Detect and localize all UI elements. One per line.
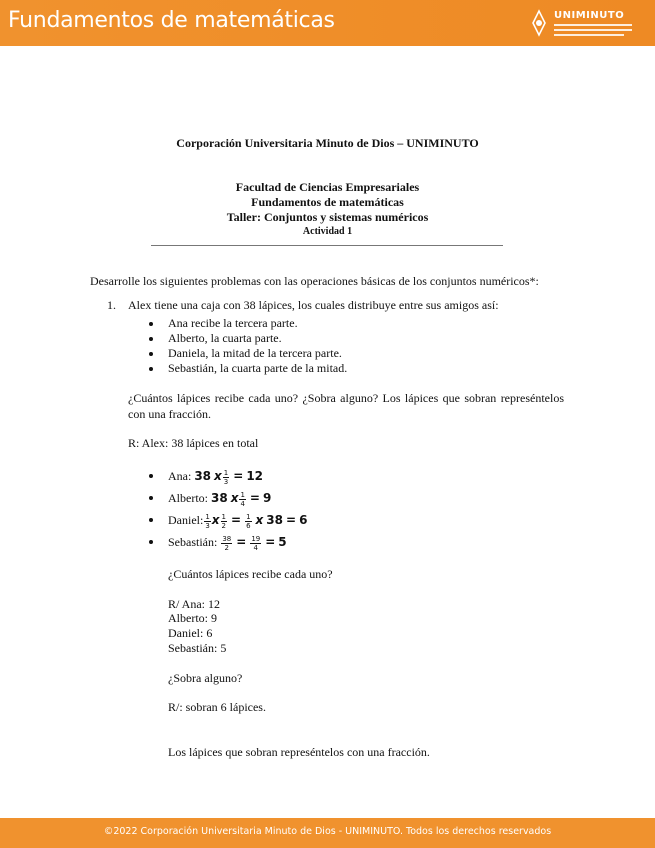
condition-item: Sebastián, la cuarta parte de la mitad.	[168, 361, 348, 375]
calc-equals: =	[233, 469, 244, 483]
bullet-icon	[149, 337, 153, 341]
calc-times: x	[230, 491, 239, 505]
problem-number: 1.	[107, 298, 116, 312]
intro-text: Desarrolle los siguientes problemas con las operaciones básicas de los conjuntos numéricos*:	[90, 274, 539, 288]
answer-line: Daniel: 6	[168, 626, 213, 640]
workshop-title: Taller: Conjuntos y sistemas numéricos	[226, 210, 429, 224]
calc-value: 38	[194, 469, 212, 483]
calc-times: x	[211, 513, 220, 527]
calc-label: Daniel:	[168, 513, 204, 527]
question-paragraph: ¿Cuántos lápices recibe cada uno? ¿Sobra alguno? Los lápices que sobran represéntelos con una fracción.	[128, 391, 564, 421]
bullet-icon	[149, 474, 153, 478]
fraction: $\frac{1}{6}$	[246, 512, 251, 530]
calc-ana	[168, 466, 263, 486]
calc-value: 38	[211, 491, 228, 505]
fraction: $\frac{19}{4}$	[251, 534, 261, 552]
calc-result: 5	[278, 535, 287, 549]
calc-equals: =	[249, 491, 260, 505]
institution-title: Corporación Universitaria Minuto de Dios – UNIMINUTO	[176, 136, 479, 150]
answer-line: R/ Ana: 12	[168, 597, 221, 611]
fraction: $\frac{1}{3}$	[205, 512, 210, 530]
question-fraction: Los lápices que sobran represéntelos con una fracción.	[168, 745, 430, 759]
calc-result: 6	[299, 513, 308, 527]
calc-label: Ana:	[168, 469, 195, 483]
calc-equals: =	[231, 513, 242, 527]
fraction: $\frac{1}{2}$	[221, 512, 227, 530]
bullet-icon	[149, 322, 153, 326]
calc-alberto	[168, 488, 271, 508]
calc-result: 9	[262, 491, 272, 505]
problem-text: Alex tiene una caja con 38 lápices, los cuales distribuye entre sus amigos así:	[128, 298, 499, 312]
question-leftover: ¿Sobra alguno?	[168, 671, 243, 685]
header-title: Fundamentos de matemáticas	[8, 8, 335, 33]
answer-line: Alberto: 9	[168, 611, 217, 625]
bullet-icon	[149, 367, 153, 371]
calc-label: Alberto:	[168, 491, 211, 505]
calc-times: x	[214, 469, 222, 483]
bullet-icon	[149, 496, 153, 500]
calc-daniel	[168, 510, 307, 530]
course-title: Fundamentos de matemáticas	[251, 195, 404, 209]
calc-label: Sebastián:	[168, 535, 221, 549]
uniminuto-emblem-icon	[530, 9, 548, 37]
bullet-icon	[149, 352, 153, 356]
page-footer	[0, 818, 655, 848]
question-each: ¿Cuántos lápices recibe cada uno?	[168, 567, 333, 581]
calc-value: 38	[266, 513, 283, 527]
logo-name: UNIMINUTO	[554, 10, 625, 21]
page-header	[0, 0, 655, 46]
fraction: $\frac{1}{4}$	[240, 490, 245, 508]
calc-equals: =	[265, 535, 276, 549]
calc-times: x	[255, 513, 264, 527]
logo-tagline	[554, 24, 632, 39]
calc-result: 12	[246, 469, 264, 483]
fraction: $\frac{1}{3}$	[223, 468, 229, 486]
calc-sebastian	[168, 532, 287, 552]
faculty-title: Facultad de Ciencias Empresariales	[235, 180, 420, 194]
calc-equals: =	[286, 513, 297, 527]
condition-item: Alberto, la cuarta parte.	[168, 331, 282, 345]
answer-intro: R: Alex: 38 lápices en total	[128, 436, 259, 450]
condition-item: Daniela, la mitad de la tercera parte.	[168, 346, 342, 360]
answer-line: Sebastián: 5	[168, 641, 227, 655]
bullet-icon	[149, 518, 153, 522]
answer-leftover: R/: sobran 6 lápices.	[168, 700, 266, 714]
activity-label: Actividad 1	[302, 226, 353, 237]
bullet-icon	[149, 540, 153, 544]
calc-equals: =	[236, 535, 247, 549]
condition-item: Ana recibe la tercera parte.	[168, 316, 298, 330]
title-divider	[151, 245, 503, 246]
uniminuto-logo	[530, 9, 634, 39]
copyright-text: ©2022 Corporación Universitaria Minuto de Dios - UNIMINUTO. Todos los derechos reservados	[103, 826, 552, 837]
fraction: $\frac{38}{2}$	[222, 534, 232, 552]
